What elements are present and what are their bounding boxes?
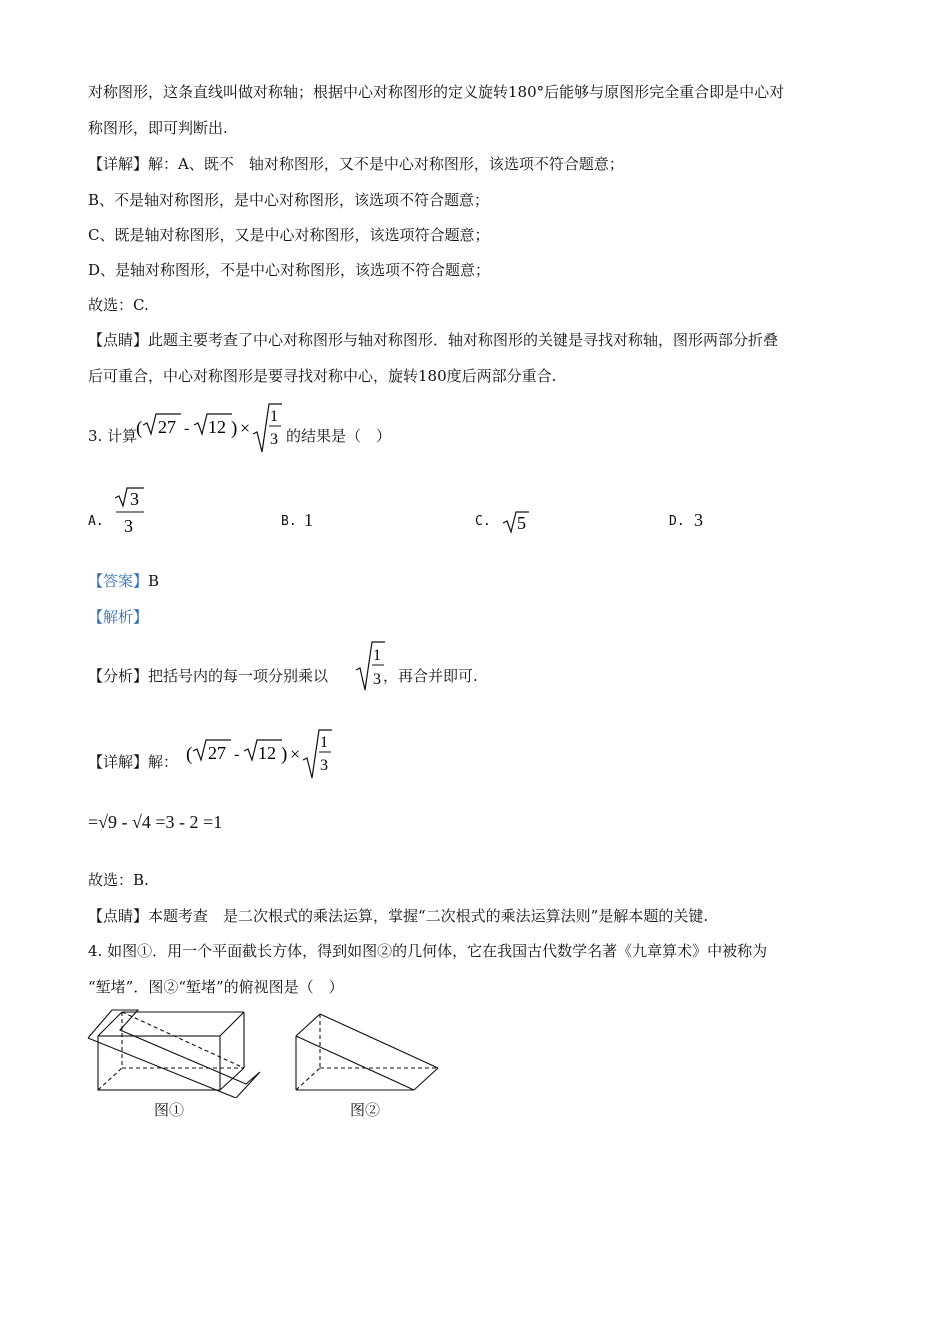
q3-analysis-suffix: ，再合并即可.	[383, 667, 478, 685]
q2-comment-2: 后可重合，中心对称图形是要寻找对称中心，旋转180度后两部分重合.	[88, 367, 557, 385]
intro-line-2: 称图形，即可判断出.	[88, 119, 228, 137]
q2-option-c: C、既是轴对称图形，又是中心对称图形，该选项符合题意；	[88, 226, 490, 244]
q3-analysis-prefix: 【分析】把括号内的每一项分别乘以	[88, 667, 329, 685]
figure-2-caption: 图②	[350, 1101, 381, 1119]
q2-comment-1: 【点睛】此题主要考查了中心对称图形与轴对称图形．轴对称图形的关键是寻找对称轴，图形两部分折叠	[88, 331, 779, 349]
q3-detail-expression	[186, 724, 336, 782]
figure-1-cuboid	[86, 1006, 266, 1098]
q2-detail: 【详解】解：A、既不 轴对称图形，又不是中心对称图形，该选项不符合题意；	[88, 155, 624, 173]
svg-text:): )	[231, 418, 238, 439]
q4-line-2: “堑堵”．图②“堑堵”的俯视图是（ ）	[88, 978, 344, 996]
svg-text:3: 3	[124, 516, 133, 536]
q3-option-d-label: D.	[669, 514, 685, 529]
answer-value: B	[148, 572, 160, 590]
q3-option-d-value: 3	[694, 510, 703, 530]
svg-text:1: 1	[270, 408, 278, 425]
analysis-tag: 【解析】	[88, 608, 149, 626]
q3-option-a-value	[112, 484, 146, 538]
svg-text:): )	[281, 744, 288, 765]
svg-text:(: (	[186, 744, 193, 765]
q2-option-b: B、不是轴对称图形，是中心对称图形，该选项不符合题意；	[88, 191, 490, 209]
q2-choice: 故选：C.	[88, 296, 149, 314]
q3-option-c-value	[501, 507, 531, 535]
svg-text:(: (	[136, 418, 143, 439]
svg-text:3: 3	[320, 757, 328, 774]
svg-text:×: ×	[240, 418, 251, 438]
q3-detail-prefix: 【详解】解：	[88, 753, 179, 771]
figure-2-prism	[290, 1006, 446, 1098]
q3-analysis-sqrt	[354, 640, 386, 696]
q3-option-b-value: 1	[304, 510, 313, 530]
svg-text:12: 12	[208, 417, 226, 437]
svg-text:×: ×	[290, 744, 301, 764]
q3-prefix: 3. 计算	[88, 427, 138, 445]
svg-text:27: 27	[208, 743, 226, 763]
q4-line-1: 4. 如图①．用一个平面截长方体，得到如图②的几何体，它在我国古代数学名著《九章算术》中被称为	[88, 942, 768, 960]
svg-text:3: 3	[130, 489, 139, 509]
svg-text:1: 1	[320, 734, 328, 751]
q3-option-c-label: C.	[475, 514, 491, 529]
q3-option-b-label: B.	[281, 514, 297, 529]
q2-option-d: D、是轴对称图形，不是中心对称图形，该选项不符合题意；	[88, 261, 491, 279]
svg-text:1: 1	[373, 647, 381, 664]
q3-result: =√9 - √4 =3 - 2 =1	[88, 812, 223, 832]
svg-text:3: 3	[373, 671, 381, 688]
q3-choice: 故选：B.	[88, 871, 149, 889]
svg-text:3: 3	[270, 431, 278, 448]
svg-text:-: -	[234, 746, 240, 763]
svg-text:-: -	[184, 420, 190, 437]
q3-option-a-label: A.	[88, 514, 104, 529]
q3-comment: 【点睛】本题考查 是二次根式的乘法运算，掌握“二次根式的乘法运算法则”是解本题的关键.	[88, 907, 709, 925]
q3-expression	[136, 398, 286, 456]
answer-tag: 【答案】	[88, 572, 149, 590]
intro-line-1: 对称图形，这条直线叫做对称轴；根据中心对称图形的定义旋转180°后能够与原图形完全重合即是中心对	[88, 83, 785, 101]
figure-1-caption: 图①	[154, 1101, 185, 1119]
svg-text:5: 5	[517, 513, 526, 533]
q3-suffix: 的结果是（ ）	[286, 427, 392, 445]
svg-text:27: 27	[158, 417, 176, 437]
svg-text:12: 12	[258, 743, 276, 763]
